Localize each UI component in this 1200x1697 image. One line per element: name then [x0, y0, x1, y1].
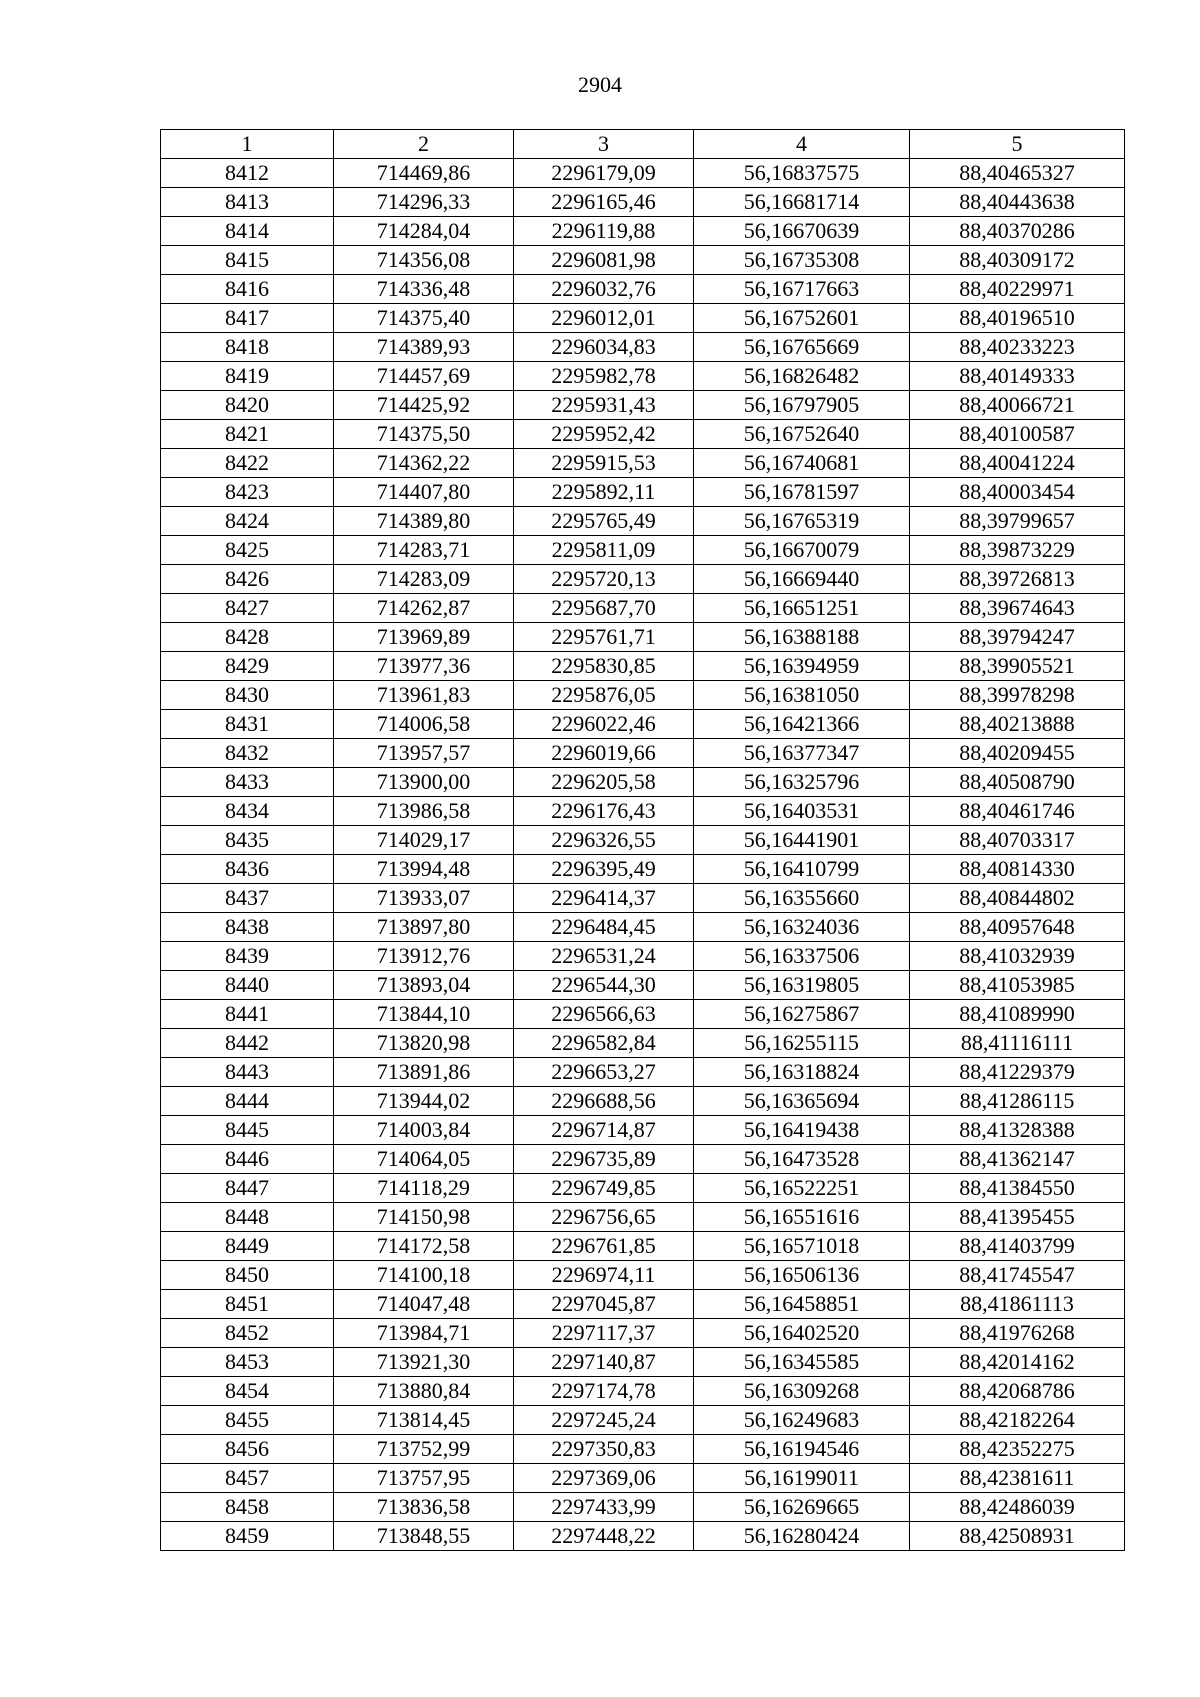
table-row — [161, 797, 1125, 826]
coordinates-table — [160, 129, 1125, 1551]
point-number-cell: 8426 — [161, 565, 334, 594]
y-coordinate-cell: 2296688,56 — [514, 1087, 694, 1116]
x-coordinate-cell: 713814,45 — [334, 1406, 514, 1435]
x-coordinate-cell: 714003,84 — [334, 1116, 514, 1145]
latitude-cell: 56,16345585 — [694, 1348, 910, 1377]
latitude-cell: 56,16740681 — [694, 449, 910, 478]
point-number-cell: 8425 — [161, 536, 334, 565]
y-coordinate-cell: 2296032,76 — [514, 275, 694, 304]
point-number-cell: 8457 — [161, 1464, 334, 1493]
longitude-cell: 88,41745547 — [910, 1261, 1125, 1290]
latitude-cell: 56,16318824 — [694, 1058, 910, 1087]
y-coordinate-cell: 2296544,30 — [514, 971, 694, 1000]
y-coordinate-cell: 2296019,66 — [514, 739, 694, 768]
y-coordinate-cell: 2296205,58 — [514, 768, 694, 797]
point-number-cell: 8434 — [161, 797, 334, 826]
latitude-cell: 56,16275867 — [694, 1000, 910, 1029]
point-number-cell: 8448 — [161, 1203, 334, 1232]
x-coordinate-cell: 714469,86 — [334, 159, 514, 188]
longitude-cell: 88,42508931 — [910, 1522, 1125, 1551]
y-coordinate-cell: 2296582,84 — [514, 1029, 694, 1058]
longitude-cell: 88,39794247 — [910, 623, 1125, 652]
point-number-cell: 8414 — [161, 217, 334, 246]
y-coordinate-cell: 2297117,37 — [514, 1319, 694, 1348]
x-coordinate-cell: 713880,84 — [334, 1377, 514, 1406]
latitude-cell: 56,16255115 — [694, 1029, 910, 1058]
x-coordinate-cell: 714375,50 — [334, 420, 514, 449]
longitude-cell: 88,42352275 — [910, 1435, 1125, 1464]
longitude-cell: 88,41328388 — [910, 1116, 1125, 1145]
header-row — [161, 130, 1125, 159]
point-number-cell: 8436 — [161, 855, 334, 884]
longitude-cell: 88,40066721 — [910, 391, 1125, 420]
x-coordinate-cell: 714457,69 — [334, 362, 514, 391]
table-row — [161, 652, 1125, 681]
table-row — [161, 1406, 1125, 1435]
latitude-cell: 56,16394959 — [694, 652, 910, 681]
table-row — [161, 1029, 1125, 1058]
latitude-cell: 56,16717663 — [694, 275, 910, 304]
column-header-3: 3 — [514, 130, 694, 159]
y-coordinate-cell: 2296735,89 — [514, 1145, 694, 1174]
point-number-cell: 8445 — [161, 1116, 334, 1145]
x-coordinate-cell: 714064,05 — [334, 1145, 514, 1174]
x-coordinate-cell: 714283,71 — [334, 536, 514, 565]
latitude-cell: 56,16309268 — [694, 1377, 910, 1406]
point-number-cell: 8422 — [161, 449, 334, 478]
column-header-5: 5 — [910, 130, 1125, 159]
longitude-cell: 88,40508790 — [910, 768, 1125, 797]
x-coordinate-cell: 714172,58 — [334, 1232, 514, 1261]
x-coordinate-cell: 714047,48 — [334, 1290, 514, 1319]
x-coordinate-cell: 714150,98 — [334, 1203, 514, 1232]
y-coordinate-cell: 2297245,24 — [514, 1406, 694, 1435]
table-row — [161, 739, 1125, 768]
point-number-cell: 8454 — [161, 1377, 334, 1406]
x-coordinate-cell: 714118,29 — [334, 1174, 514, 1203]
x-coordinate-cell: 714296,33 — [334, 188, 514, 217]
x-coordinate-cell: 713957,57 — [334, 739, 514, 768]
y-coordinate-cell: 2296749,85 — [514, 1174, 694, 1203]
table-row — [161, 942, 1125, 971]
longitude-cell: 88,39799657 — [910, 507, 1125, 536]
table-row — [161, 594, 1125, 623]
x-coordinate-cell: 713757,95 — [334, 1464, 514, 1493]
longitude-cell: 88,39674643 — [910, 594, 1125, 623]
latitude-cell: 56,16781597 — [694, 478, 910, 507]
x-coordinate-cell: 714029,17 — [334, 826, 514, 855]
y-coordinate-cell: 2296176,43 — [514, 797, 694, 826]
longitude-cell: 88,40703317 — [910, 826, 1125, 855]
latitude-cell: 56,16249683 — [694, 1406, 910, 1435]
y-coordinate-cell: 2296081,98 — [514, 246, 694, 275]
y-coordinate-cell: 2296484,45 — [514, 913, 694, 942]
point-number-cell: 8419 — [161, 362, 334, 391]
table-row — [161, 826, 1125, 855]
x-coordinate-cell: 713844,10 — [334, 1000, 514, 1029]
x-coordinate-cell: 713986,58 — [334, 797, 514, 826]
latitude-cell: 56,16324036 — [694, 913, 910, 942]
latitude-cell: 56,16388188 — [694, 623, 910, 652]
longitude-cell: 88,41229379 — [910, 1058, 1125, 1087]
longitude-cell: 88,41032939 — [910, 942, 1125, 971]
y-coordinate-cell: 2297045,87 — [514, 1290, 694, 1319]
table-row — [161, 1232, 1125, 1261]
longitude-cell: 88,40844802 — [910, 884, 1125, 913]
y-coordinate-cell: 2295952,42 — [514, 420, 694, 449]
table-row — [161, 1261, 1125, 1290]
longitude-cell: 88,40461746 — [910, 797, 1125, 826]
point-number-cell: 8433 — [161, 768, 334, 797]
x-coordinate-cell: 713977,36 — [334, 652, 514, 681]
x-coordinate-cell: 713836,58 — [334, 1493, 514, 1522]
latitude-cell: 56,16355660 — [694, 884, 910, 913]
point-number-cell: 8459 — [161, 1522, 334, 1551]
table-row — [161, 1522, 1125, 1551]
longitude-cell: 88,39978298 — [910, 681, 1125, 710]
y-coordinate-cell: 2296034,83 — [514, 333, 694, 362]
latitude-cell: 56,16269665 — [694, 1493, 910, 1522]
point-number-cell: 8446 — [161, 1145, 334, 1174]
point-number-cell: 8438 — [161, 913, 334, 942]
longitude-cell: 88,41116111 — [910, 1029, 1125, 1058]
y-coordinate-cell: 2295765,49 — [514, 507, 694, 536]
point-number-cell: 8439 — [161, 942, 334, 971]
column-header-4: 4 — [694, 130, 910, 159]
latitude-cell: 56,16837575 — [694, 159, 910, 188]
y-coordinate-cell: 2295811,09 — [514, 536, 694, 565]
longitude-cell: 88,40100587 — [910, 420, 1125, 449]
table-row — [161, 304, 1125, 333]
point-number-cell: 8418 — [161, 333, 334, 362]
table-row — [161, 1377, 1125, 1406]
latitude-cell: 56,16651251 — [694, 594, 910, 623]
latitude-cell: 56,16280424 — [694, 1522, 910, 1551]
point-number-cell: 8441 — [161, 1000, 334, 1029]
y-coordinate-cell: 2297433,99 — [514, 1493, 694, 1522]
y-coordinate-cell: 2296326,55 — [514, 826, 694, 855]
longitude-cell: 88,40957648 — [910, 913, 1125, 942]
longitude-cell: 88,41089990 — [910, 1000, 1125, 1029]
longitude-cell: 88,41395455 — [910, 1203, 1125, 1232]
y-coordinate-cell: 2296165,46 — [514, 188, 694, 217]
longitude-cell: 88,40209455 — [910, 739, 1125, 768]
latitude-cell: 56,16421366 — [694, 710, 910, 739]
table-row — [161, 1000, 1125, 1029]
longitude-cell: 88,40196510 — [910, 304, 1125, 333]
table-row — [161, 855, 1125, 884]
y-coordinate-cell: 2296119,88 — [514, 217, 694, 246]
y-coordinate-cell: 2297448,22 — [514, 1522, 694, 1551]
column-header-2: 2 — [334, 130, 514, 159]
y-coordinate-cell: 2296395,49 — [514, 855, 694, 884]
x-coordinate-cell: 714425,92 — [334, 391, 514, 420]
latitude-cell: 56,16194546 — [694, 1435, 910, 1464]
table-row — [161, 333, 1125, 362]
table-row — [161, 1348, 1125, 1377]
y-coordinate-cell: 2295687,70 — [514, 594, 694, 623]
table-row — [161, 768, 1125, 797]
point-number-cell: 8424 — [161, 507, 334, 536]
y-coordinate-cell: 2295720,13 — [514, 565, 694, 594]
y-coordinate-cell: 2295830,85 — [514, 652, 694, 681]
x-coordinate-cell: 713820,98 — [334, 1029, 514, 1058]
table-row — [161, 681, 1125, 710]
table-row — [161, 1464, 1125, 1493]
y-coordinate-cell: 2296012,01 — [514, 304, 694, 333]
x-coordinate-cell: 713893,04 — [334, 971, 514, 1000]
point-number-cell: 8421 — [161, 420, 334, 449]
longitude-cell: 88,41861113 — [910, 1290, 1125, 1319]
x-coordinate-cell: 714100,18 — [334, 1261, 514, 1290]
longitude-cell: 88,39905521 — [910, 652, 1125, 681]
x-coordinate-cell: 713933,07 — [334, 884, 514, 913]
table-row — [161, 710, 1125, 739]
y-coordinate-cell: 2295915,53 — [514, 449, 694, 478]
table-row — [161, 1116, 1125, 1145]
point-number-cell: 8456 — [161, 1435, 334, 1464]
table-row — [161, 913, 1125, 942]
latitude-cell: 56,16402520 — [694, 1319, 910, 1348]
x-coordinate-cell: 713848,55 — [334, 1522, 514, 1551]
longitude-cell: 88,41286115 — [910, 1087, 1125, 1116]
latitude-cell: 56,16377347 — [694, 739, 910, 768]
y-coordinate-cell: 2296974,11 — [514, 1261, 694, 1290]
longitude-cell: 88,42486039 — [910, 1493, 1125, 1522]
y-coordinate-cell: 2296653,27 — [514, 1058, 694, 1087]
longitude-cell: 88,41976268 — [910, 1319, 1125, 1348]
table-row — [161, 391, 1125, 420]
latitude-cell: 56,16419438 — [694, 1116, 910, 1145]
longitude-cell: 88,41403799 — [910, 1232, 1125, 1261]
longitude-cell: 88,40309172 — [910, 246, 1125, 275]
x-coordinate-cell: 713969,89 — [334, 623, 514, 652]
point-number-cell: 8444 — [161, 1087, 334, 1116]
point-number-cell: 8451 — [161, 1290, 334, 1319]
point-number-cell: 8453 — [161, 1348, 334, 1377]
x-coordinate-cell: 714389,80 — [334, 507, 514, 536]
point-number-cell: 8412 — [161, 159, 334, 188]
point-number-cell: 8443 — [161, 1058, 334, 1087]
point-number-cell: 8431 — [161, 710, 334, 739]
latitude-cell: 56,16458851 — [694, 1290, 910, 1319]
latitude-cell: 56,16735308 — [694, 246, 910, 275]
point-number-cell: 8423 — [161, 478, 334, 507]
longitude-cell: 88,41362147 — [910, 1145, 1125, 1174]
point-number-cell: 8437 — [161, 884, 334, 913]
table-row — [161, 884, 1125, 913]
latitude-cell: 56,16522251 — [694, 1174, 910, 1203]
point-number-cell: 8452 — [161, 1319, 334, 1348]
latitude-cell: 56,16381050 — [694, 681, 910, 710]
latitude-cell: 56,16670639 — [694, 217, 910, 246]
y-coordinate-cell: 2295892,11 — [514, 478, 694, 507]
latitude-cell: 56,16199011 — [694, 1464, 910, 1493]
latitude-cell: 56,16797905 — [694, 391, 910, 420]
longitude-cell: 88,42182264 — [910, 1406, 1125, 1435]
x-coordinate-cell: 713897,80 — [334, 913, 514, 942]
longitude-cell: 88,41384550 — [910, 1174, 1125, 1203]
table-row — [161, 449, 1125, 478]
x-coordinate-cell: 713912,76 — [334, 942, 514, 971]
latitude-cell: 56,16826482 — [694, 362, 910, 391]
latitude-cell: 56,16752601 — [694, 304, 910, 333]
point-number-cell: 8447 — [161, 1174, 334, 1203]
y-coordinate-cell: 2296531,24 — [514, 942, 694, 971]
table-row — [161, 1290, 1125, 1319]
latitude-cell: 56,16669440 — [694, 565, 910, 594]
longitude-cell: 88,40229971 — [910, 275, 1125, 304]
table-row — [161, 1435, 1125, 1464]
x-coordinate-cell: 714336,48 — [334, 275, 514, 304]
point-number-cell: 8427 — [161, 594, 334, 623]
point-number-cell: 8420 — [161, 391, 334, 420]
x-coordinate-cell: 714006,58 — [334, 710, 514, 739]
table-row — [161, 478, 1125, 507]
point-number-cell: 8415 — [161, 246, 334, 275]
x-coordinate-cell: 713752,99 — [334, 1435, 514, 1464]
table-row — [161, 971, 1125, 1000]
y-coordinate-cell: 2295876,05 — [514, 681, 694, 710]
x-coordinate-cell: 714362,22 — [334, 449, 514, 478]
latitude-cell: 56,16506136 — [694, 1261, 910, 1290]
table-row — [161, 536, 1125, 565]
point-number-cell: 8455 — [161, 1406, 334, 1435]
point-number-cell: 8429 — [161, 652, 334, 681]
point-number-cell: 8449 — [161, 1232, 334, 1261]
latitude-cell: 56,16441901 — [694, 826, 910, 855]
x-coordinate-cell: 714262,87 — [334, 594, 514, 623]
longitude-cell: 88,40443638 — [910, 188, 1125, 217]
latitude-cell: 56,16473528 — [694, 1145, 910, 1174]
longitude-cell: 88,42381611 — [910, 1464, 1125, 1493]
longitude-cell: 88,40149333 — [910, 362, 1125, 391]
point-number-cell: 8430 — [161, 681, 334, 710]
table-row — [161, 1058, 1125, 1087]
longitude-cell: 88,40465327 — [910, 159, 1125, 188]
latitude-cell: 56,16670079 — [694, 536, 910, 565]
table-row — [161, 159, 1125, 188]
x-coordinate-cell: 714356,08 — [334, 246, 514, 275]
longitude-cell: 88,42068786 — [910, 1377, 1125, 1406]
y-coordinate-cell: 2295982,78 — [514, 362, 694, 391]
x-coordinate-cell: 714389,93 — [334, 333, 514, 362]
table-row — [161, 188, 1125, 217]
longitude-cell: 88,39726813 — [910, 565, 1125, 594]
table-row — [161, 217, 1125, 246]
table-row — [161, 246, 1125, 275]
longitude-cell: 88,41053985 — [910, 971, 1125, 1000]
table-row — [161, 1203, 1125, 1232]
x-coordinate-cell: 713900,00 — [334, 768, 514, 797]
table-row — [161, 1145, 1125, 1174]
x-coordinate-cell: 713984,71 — [334, 1319, 514, 1348]
x-coordinate-cell: 714284,04 — [334, 217, 514, 246]
latitude-cell: 56,16410799 — [694, 855, 910, 884]
point-number-cell: 8442 — [161, 1029, 334, 1058]
longitude-cell: 88,40814330 — [910, 855, 1125, 884]
y-coordinate-cell: 2297369,06 — [514, 1464, 694, 1493]
y-coordinate-cell: 2296414,37 — [514, 884, 694, 913]
longitude-cell: 88,40041224 — [910, 449, 1125, 478]
point-number-cell: 8428 — [161, 623, 334, 652]
latitude-cell: 56,16325796 — [694, 768, 910, 797]
y-coordinate-cell: 2297350,83 — [514, 1435, 694, 1464]
x-coordinate-cell: 713944,02 — [334, 1087, 514, 1116]
latitude-cell: 56,16365694 — [694, 1087, 910, 1116]
point-number-cell: 8450 — [161, 1261, 334, 1290]
longitude-cell: 88,40213888 — [910, 710, 1125, 739]
y-coordinate-cell: 2295761,71 — [514, 623, 694, 652]
x-coordinate-cell: 714283,09 — [334, 565, 514, 594]
table-row — [161, 1087, 1125, 1116]
x-coordinate-cell: 713994,48 — [334, 855, 514, 884]
table-row — [161, 420, 1125, 449]
longitude-cell: 88,40370286 — [910, 217, 1125, 246]
y-coordinate-cell: 2296761,85 — [514, 1232, 694, 1261]
latitude-cell: 56,16752640 — [694, 420, 910, 449]
table-row — [161, 623, 1125, 652]
table-row — [161, 1493, 1125, 1522]
latitude-cell: 56,16765669 — [694, 333, 910, 362]
x-coordinate-cell: 714407,80 — [334, 478, 514, 507]
table-row — [161, 565, 1125, 594]
point-number-cell: 8458 — [161, 1493, 334, 1522]
latitude-cell: 56,16403531 — [694, 797, 910, 826]
x-coordinate-cell: 713921,30 — [334, 1348, 514, 1377]
table-row — [161, 362, 1125, 391]
point-number-cell: 8417 — [161, 304, 334, 333]
y-coordinate-cell: 2296022,46 — [514, 710, 694, 739]
table-row — [161, 275, 1125, 304]
y-coordinate-cell: 2296714,87 — [514, 1116, 694, 1145]
y-coordinate-cell: 2297174,78 — [514, 1377, 694, 1406]
point-number-cell: 8416 — [161, 275, 334, 304]
table-row — [161, 1174, 1125, 1203]
latitude-cell: 56,16571018 — [694, 1232, 910, 1261]
table-body — [161, 159, 1125, 1551]
page-number: 2904 — [578, 72, 622, 97]
longitude-cell: 88,40233223 — [910, 333, 1125, 362]
longitude-cell: 88,39873229 — [910, 536, 1125, 565]
latitude-cell: 56,16681714 — [694, 188, 910, 217]
latitude-cell: 56,16319805 — [694, 971, 910, 1000]
y-coordinate-cell: 2296756,65 — [514, 1203, 694, 1232]
x-coordinate-cell: 714375,40 — [334, 304, 514, 333]
point-number-cell: 8432 — [161, 739, 334, 768]
latitude-cell: 56,16337506 — [694, 942, 910, 971]
table-row — [161, 507, 1125, 536]
point-number-cell: 8440 — [161, 971, 334, 1000]
y-coordinate-cell: 2297140,87 — [514, 1348, 694, 1377]
column-header-1: 1 — [161, 130, 334, 159]
y-coordinate-cell: 2296179,09 — [514, 159, 694, 188]
point-number-cell: 8435 — [161, 826, 334, 855]
latitude-cell: 56,16765319 — [694, 507, 910, 536]
y-coordinate-cell: 2295931,43 — [514, 391, 694, 420]
table-row — [161, 1319, 1125, 1348]
longitude-cell: 88,42014162 — [910, 1348, 1125, 1377]
longitude-cell: 88,40003454 — [910, 478, 1125, 507]
point-number-cell: 8413 — [161, 188, 334, 217]
y-coordinate-cell: 2296566,63 — [514, 1000, 694, 1029]
x-coordinate-cell: 713891,86 — [334, 1058, 514, 1087]
latitude-cell: 56,16551616 — [694, 1203, 910, 1232]
x-coordinate-cell: 713961,83 — [334, 681, 514, 710]
